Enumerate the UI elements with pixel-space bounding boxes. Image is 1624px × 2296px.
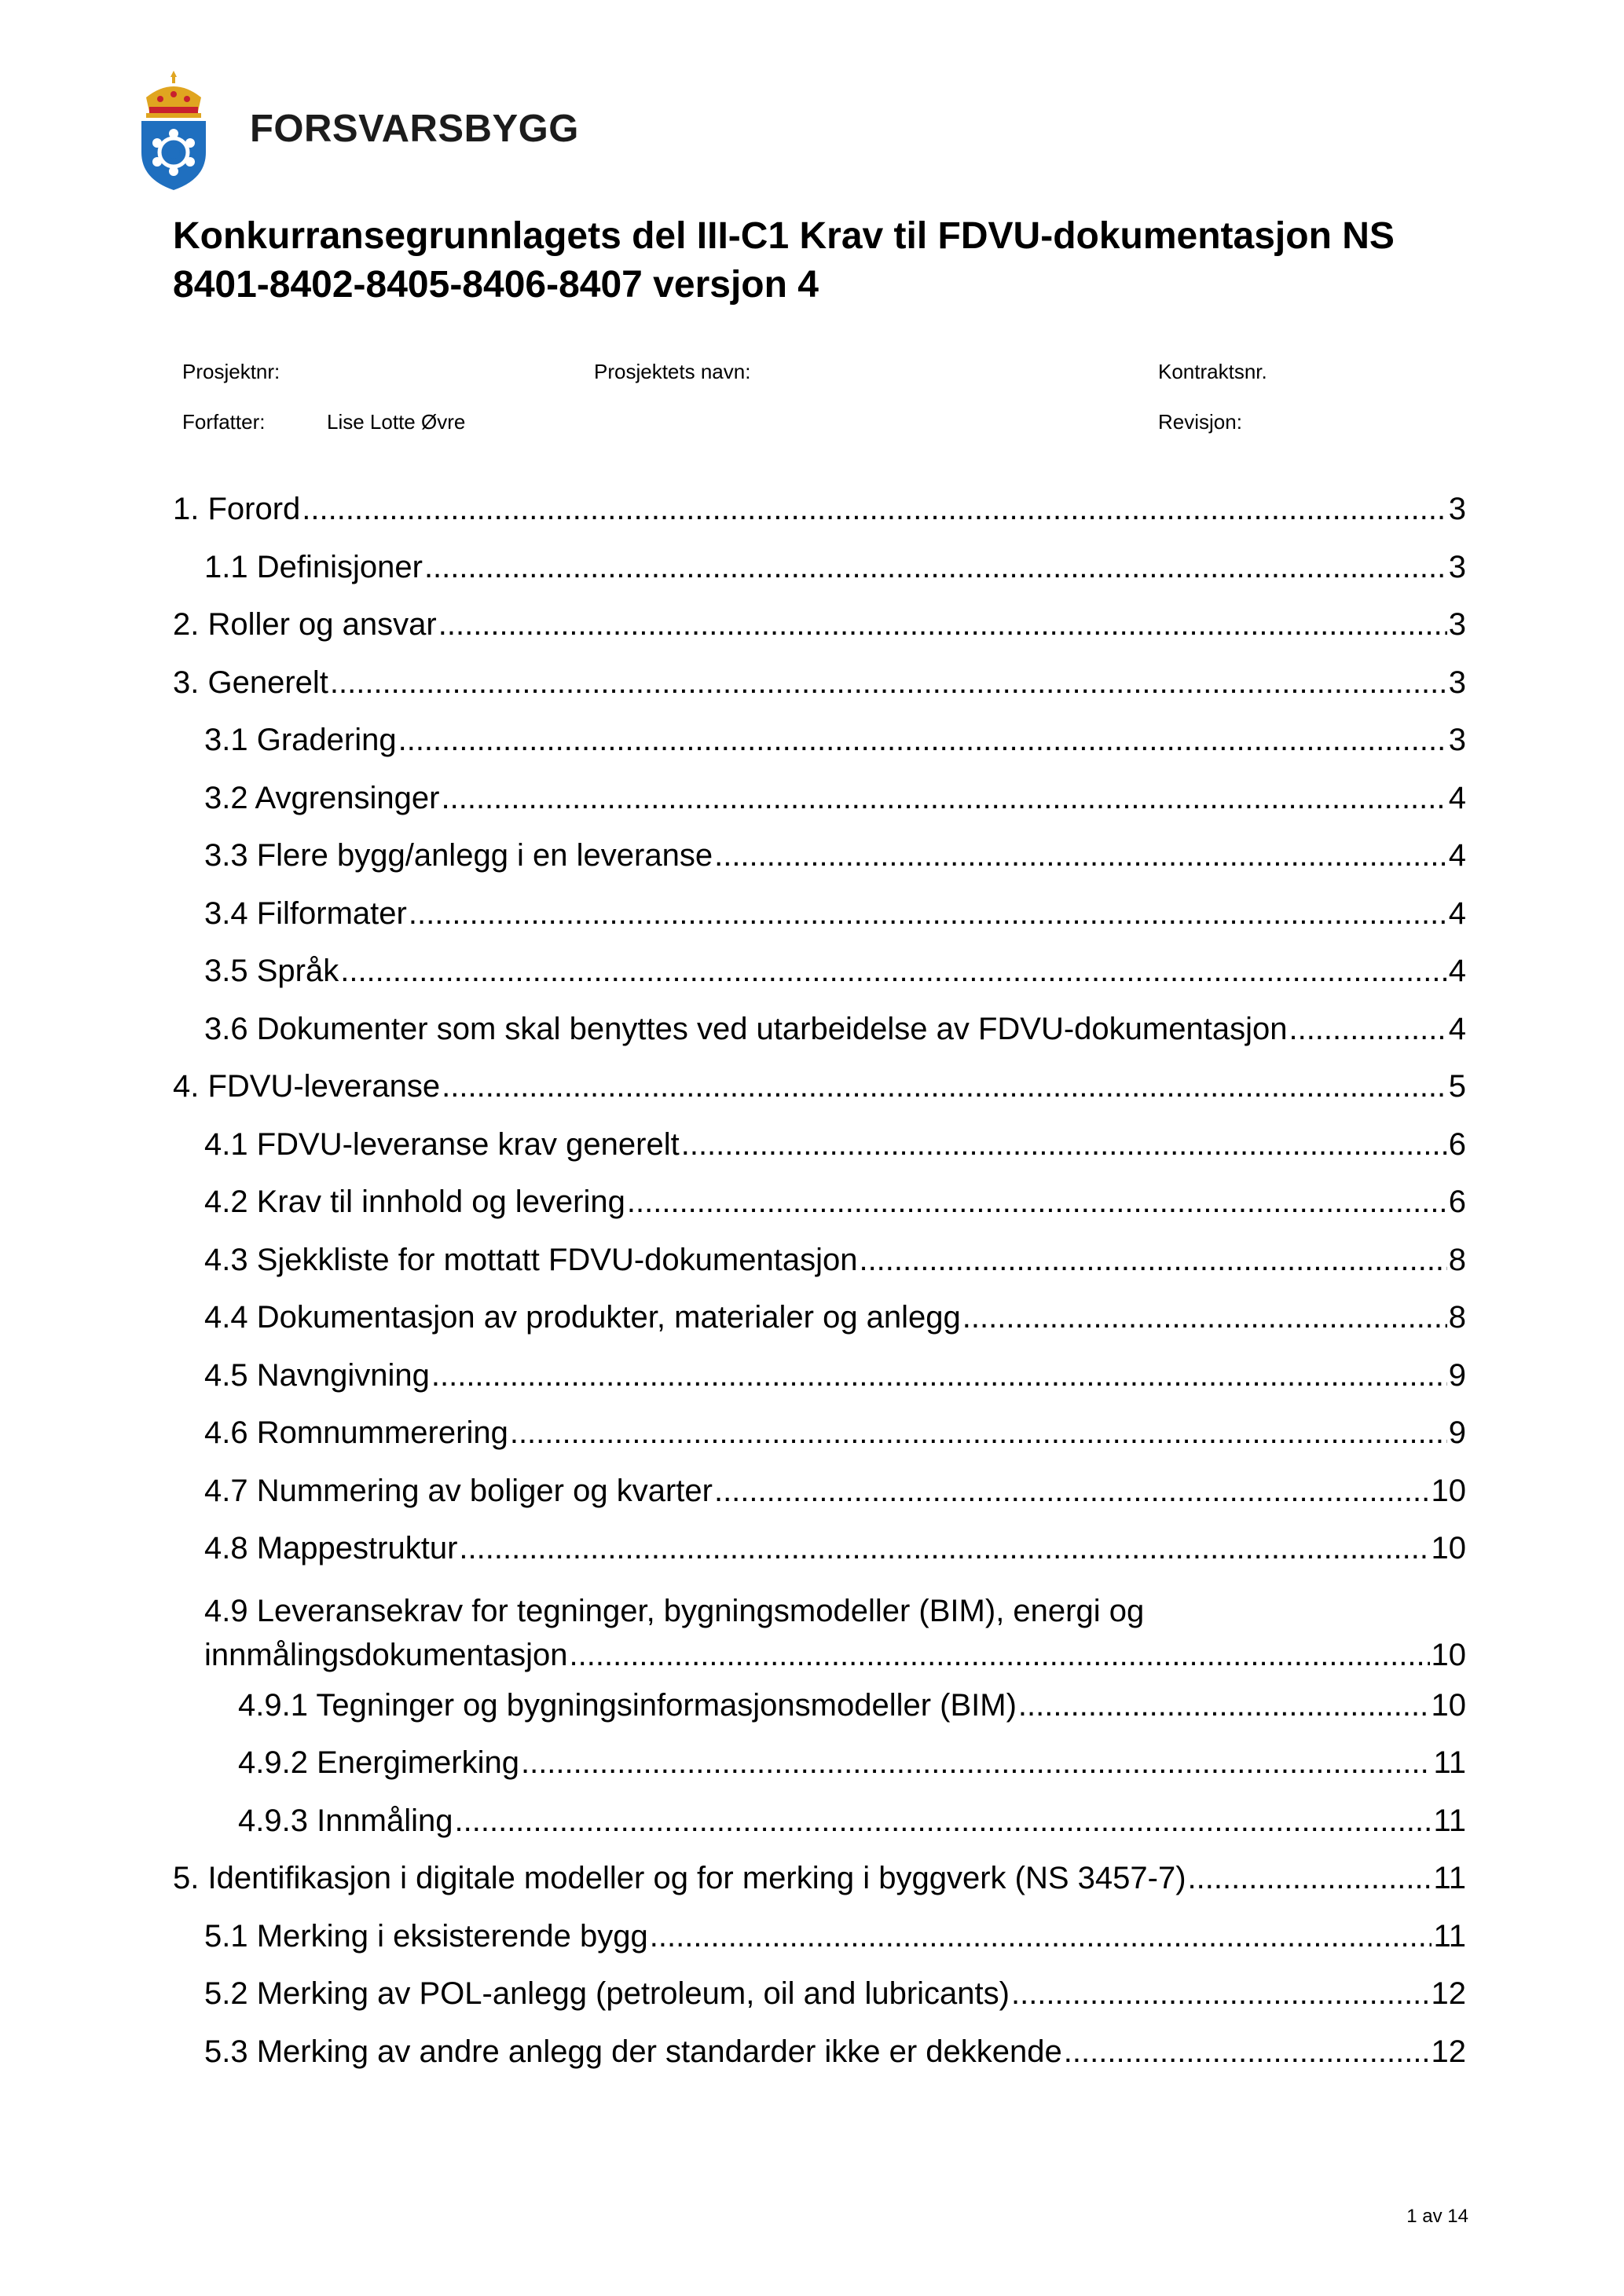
toc-leader <box>442 1058 1447 1116</box>
toc-page: 10 <box>1431 1687 1466 1723</box>
toc-leader <box>859 1232 1446 1290</box>
toc-entry[interactable] <box>173 1232 1466 1290</box>
toc-leader <box>510 1404 1447 1463</box>
kontraktsnr-label: Kontraktsnr. <box>1158 360 1267 383</box>
toc-page: 11 <box>1433 1803 1466 1838</box>
toc-entry[interactable] <box>173 827 1466 885</box>
toc-page: 9 <box>1448 1415 1466 1450</box>
toc-entry[interactable] <box>173 770 1466 828</box>
toc-page: 3 <box>1448 549 1466 584</box>
toc-entry[interactable] <box>173 1058 1466 1116</box>
toc-leader <box>1018 1677 1430 1735</box>
toc-leader <box>650 1908 1432 1966</box>
page-indicator: 1 av 14 <box>1406 2206 1468 2227</box>
toc-page: 11 <box>1433 1745 1466 1780</box>
toc-page: 3 <box>1448 723 1466 757</box>
toc-page: 8 <box>1448 1242 1466 1277</box>
toc-leader <box>1064 2023 1430 2082</box>
toc-page: 12 <box>1431 2034 1466 2069</box>
toc-label: 5.1 Merking i eksisterende bygg <box>204 1918 648 1954</box>
toc-page: 9 <box>1448 1357 1466 1393</box>
toc-entry[interactable] <box>173 1404 1466 1463</box>
toc-label: 5. Identifikasjon i digitale modeller og for merking i byggverk (NS 3457-7) <box>173 1861 1186 1895</box>
toc-entry[interactable] <box>173 1589 1466 1677</box>
revisjon-label: Revisjon: <box>1158 410 1242 434</box>
toc-label: 4.6 Romnummerering <box>204 1415 508 1450</box>
toc-label: 5.2 Merking av POL-anlegg (petroleum, oil and lubricants) <box>204 1976 1010 2011</box>
toc-page: 10 <box>1431 1531 1466 1565</box>
toc-leader <box>431 1347 1447 1405</box>
forfatter-label: Forfatter: <box>182 410 266 434</box>
toc-page: 4 <box>1448 1011 1466 1046</box>
toc-entry[interactable] <box>173 1520 1466 1578</box>
toc-label: 4.3 Sjekkliste for mottatt FDVU-dokumentasjon <box>204 1242 858 1277</box>
toc-entry[interactable] <box>173 943 1466 1001</box>
toc-entry[interactable] <box>173 1734 1466 1792</box>
toc-leader <box>521 1734 1432 1792</box>
toc-label: 4.4 Dokumentasjon av produkter, materialer og anlegg <box>204 1300 961 1335</box>
toc-page: 11 <box>1433 1918 1466 1954</box>
document-title: Konkurransegrunnlagets del III-C1 Krav til FDVU-dokumentasjon NS 8401-8402-8405-8406-8407 versjon 4 <box>173 215 1395 306</box>
toc-leader <box>455 1792 1432 1851</box>
toc-label: 3.6 Dokumenter som skal benyttes ved utarbeidelse av FDVU-dokumentasjon <box>204 1011 1288 1046</box>
toc-leader <box>340 943 1447 1001</box>
toc-entry[interactable] <box>173 1116 1466 1174</box>
toc-leader <box>1011 1965 1430 2023</box>
toc-entry[interactable] <box>173 1850 1466 1908</box>
toc-label: 3.4 Filformater <box>204 895 407 931</box>
toc-page: 6 <box>1448 1185 1466 1219</box>
toc-page: 11 <box>1433 1861 1466 1895</box>
toc-entry[interactable] <box>173 1908 1466 1966</box>
toc-entry[interactable] <box>173 596 1466 654</box>
toc-label: 3.5 Språk <box>204 954 339 988</box>
toc-page: 4 <box>1448 838 1466 873</box>
toc-page: 4 <box>1448 895 1466 931</box>
toc-page: 8 <box>1448 1300 1466 1335</box>
toc-leader <box>424 539 1447 597</box>
toc-label: 4.9.2 Energimerking <box>238 1745 519 1780</box>
toc-page: 6 <box>1448 1126 1466 1162</box>
toc-entry[interactable] <box>173 1677 1466 1735</box>
toc-label: 3.1 Gradering <box>204 723 397 757</box>
toc-leader <box>1188 1850 1432 1908</box>
toc-label: 4.8 Mappestruktur <box>204 1531 458 1565</box>
toc-label: 1.1 Definisjoner <box>204 549 423 584</box>
toc-leader <box>714 1463 1430 1521</box>
toc-leader <box>570 1633 1430 1677</box>
toc-page: 4 <box>1448 780 1466 815</box>
toc-leader <box>398 712 1447 770</box>
toc-entry[interactable] <box>173 2023 1466 2082</box>
toc-label: 2. Roller og ansvar <box>173 607 437 642</box>
toc-page: 5 <box>1448 1069 1466 1104</box>
toc-label: 4. FDVU-leveranse <box>173 1069 441 1104</box>
prosjektnr-label: Prosjektnr: <box>182 360 280 383</box>
toc-leader <box>1289 1001 1446 1059</box>
toc-label-continued: innmålingsdokumentasjon <box>204 1637 568 1672</box>
toc-leader <box>714 827 1447 885</box>
prosjektets-navn-label: Prosjektets navn: <box>594 360 751 383</box>
toc-entry[interactable] <box>173 1174 1466 1232</box>
toc-label: 4.9.3 Innmåling <box>238 1803 453 1838</box>
toc-label: 4.7 Nummering av boliger og kvarter <box>204 1473 713 1508</box>
toc-entry[interactable] <box>173 1347 1466 1405</box>
toc-entry[interactable] <box>173 1289 1466 1347</box>
toc-entry[interactable] <box>173 539 1466 597</box>
toc-leader <box>441 770 1446 828</box>
toc-label: 1. Forord <box>173 492 301 526</box>
toc-page: 3 <box>1448 607 1466 642</box>
toc-label: 4.9 Leveransekrav for tegninger, bygningsmodeller (BIM), energi og <box>204 1593 1145 1628</box>
toc-page: 10 <box>1431 1473 1466 1508</box>
table-of-contents <box>173 481 1466 2081</box>
toc-leader <box>330 654 1447 712</box>
toc-entry[interactable] <box>173 885 1466 943</box>
toc-entry[interactable] <box>173 1792 1466 1851</box>
toc-label: 5.3 Merking av andre anlegg der standarder ikke er dekkende <box>204 2034 1062 2069</box>
toc-entry[interactable] <box>173 712 1466 770</box>
toc-entry[interactable] <box>173 1463 1466 1521</box>
toc-leader <box>962 1289 1447 1347</box>
toc-leader <box>438 596 1447 654</box>
forfatter-value: Lise Lotte Øvre <box>327 410 466 434</box>
toc-label: 3.3 Flere bygg/anlegg i en leveranse <box>204 838 713 873</box>
toc-leader <box>409 885 1447 943</box>
toc-label: 3. Generelt <box>173 665 328 700</box>
toc-leader <box>681 1116 1447 1174</box>
brand-name: FORSVARSBYGG <box>250 108 579 150</box>
toc-entry[interactable] <box>173 1965 1466 2023</box>
toc-page: 4 <box>1448 954 1466 988</box>
toc-leader <box>627 1174 1447 1232</box>
toc-entry[interactable] <box>173 654 1466 712</box>
toc-page: 10 <box>1431 1637 1466 1672</box>
toc-entry[interactable] <box>173 481 1466 539</box>
toc-page: 3 <box>1448 492 1466 526</box>
toc-label: 4.5 Navngivning <box>204 1357 430 1393</box>
forsvarsbygg-crest-icon <box>138 68 209 193</box>
toc-label: 4.2 Krav til innhold og levering <box>204 1185 625 1219</box>
toc-leader <box>459 1520 1429 1578</box>
toc-label: 3.2 Avgrensinger <box>204 780 440 815</box>
toc-page: 12 <box>1431 1976 1466 2011</box>
toc-label: 4.9.1 Tegninger og bygningsinformasjonsmodeller (BIM) <box>238 1687 1017 1723</box>
toc-label: 4.1 FDVU-leveranse krav generelt <box>204 1126 680 1162</box>
toc-entry[interactable] <box>173 1001 1466 1059</box>
toc-leader <box>302 481 1446 539</box>
toc-page: 3 <box>1448 665 1466 700</box>
